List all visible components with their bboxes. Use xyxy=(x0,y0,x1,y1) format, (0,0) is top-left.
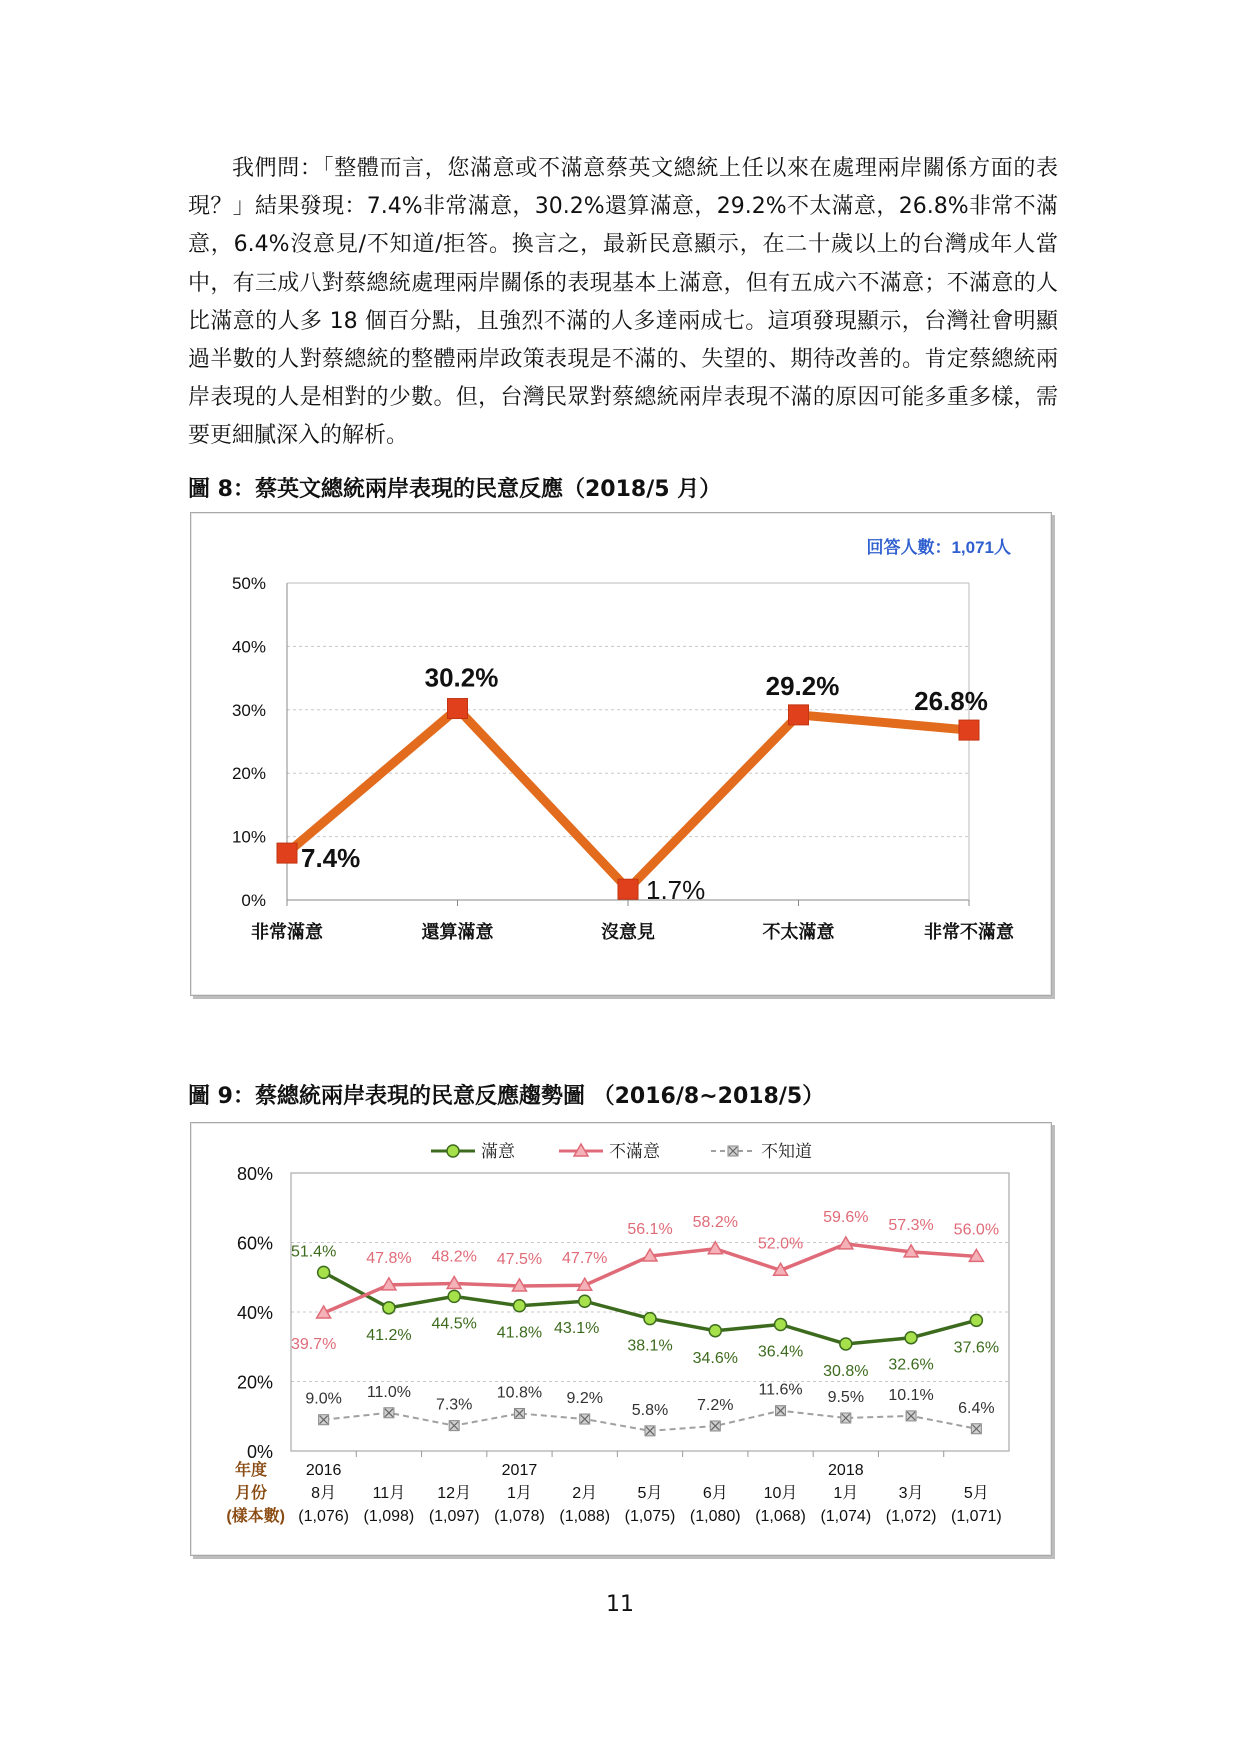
data-label: 51.4% xyxy=(290,1243,337,1261)
month-label: 5月 xyxy=(637,1485,663,1502)
data-label: 6.4% xyxy=(958,1399,995,1417)
y-tick-label: 30% xyxy=(231,700,266,720)
sample-size-label: (1,076) xyxy=(298,1508,349,1525)
series-line xyxy=(287,709,969,890)
data-point-marker xyxy=(318,1266,330,1278)
row-label-year: 年度 xyxy=(234,1462,267,1479)
figure-9-chart xyxy=(190,1122,1052,1556)
row-label-month: 月份 xyxy=(234,1485,267,1502)
y-tick-label: 40% xyxy=(236,1303,273,1323)
data-label: 29.2% xyxy=(765,670,840,701)
data-label: 11.6% xyxy=(758,1381,803,1399)
data-label: 30.2% xyxy=(424,662,499,693)
data-label: 5.8% xyxy=(631,1401,669,1419)
respondents-note: 回答人數：1,071人 xyxy=(866,538,1011,557)
row-label-sample: (樣本數) xyxy=(226,1508,285,1525)
y-tick-label: 60% xyxy=(236,1233,273,1254)
legend-label: 不滿意 xyxy=(609,1142,660,1161)
month-label: 2月 xyxy=(572,1485,598,1502)
data-label: 47.5% xyxy=(496,1250,543,1268)
figure-8-svg xyxy=(191,513,1051,995)
data-label: 26.8% xyxy=(914,686,988,717)
body-paragraph: 我們問：「整體而言，您滿意或不滿意蔡英文總統上任以來在處理兩岸關係方面的表現？」結果發現：7.4%非常滿意，30.2%還算滿意，29.2%不太滿意，26.8%非常不滿意，6.4%沒意見/不知道/拒答。換言之，最新民意顯示，在二十歲以上的台灣成年人當中，有三成八對蔡總統處理兩岸關係的表現基本上滿意，但有五成六不滿意；不滿意的人比滿意的人多 18 個百分點，且強烈不滿的人多達兩成七。這項發現顯示，台灣社會明顯過半數的人對蔡總統的整體兩岸政策表現是不滿的、失望的、期待改善的。肯定蔡總統兩岸表現的人是相對的少數。但，台灣民眾對蔡總統兩岸表現不滿的原因可能多重多樣，需要更細膩深入的解析。 xyxy=(188,156,1058,449)
month-label: 3月 xyxy=(898,1485,924,1502)
y-tick-label: 50% xyxy=(231,574,266,593)
data-label: 36.4% xyxy=(757,1343,804,1361)
data-label: 1.7% xyxy=(646,875,706,906)
month-label: 11月 xyxy=(372,1485,406,1502)
y-tick-label: 20% xyxy=(231,764,266,784)
sample-size-label: (1,080) xyxy=(689,1508,741,1525)
data-label: 10.1% xyxy=(888,1386,934,1404)
data-point-marker xyxy=(618,879,638,899)
data-label: 9.5% xyxy=(827,1388,865,1406)
legend-label: 不知道 xyxy=(761,1142,812,1161)
data-label: 47.7% xyxy=(562,1250,608,1268)
data-point-marker xyxy=(448,1290,460,1302)
sample-size-label: (1,098) xyxy=(363,1508,415,1525)
y-tick-label: 0% xyxy=(241,891,266,910)
data-label: 9.2% xyxy=(566,1390,603,1408)
month-label: 10月 xyxy=(763,1485,798,1502)
y-tick-label: 40% xyxy=(231,637,266,657)
data-point-marker xyxy=(448,699,468,719)
data-label: 59.6% xyxy=(823,1208,869,1226)
data-label: 56.1% xyxy=(627,1221,673,1239)
y-tick-label: 80% xyxy=(236,1164,273,1184)
data-label: 56.0% xyxy=(953,1221,1000,1239)
legend-marker xyxy=(447,1145,459,1157)
sample-size-label: (1,071) xyxy=(951,1508,1002,1525)
data-label: 7.2% xyxy=(697,1396,734,1414)
data-label: 37.6% xyxy=(953,1339,1000,1357)
sample-size-label: (1,072) xyxy=(885,1508,937,1525)
data-label: 43.1% xyxy=(554,1320,600,1338)
year-label: 2017 xyxy=(501,1462,538,1479)
data-point-marker xyxy=(840,1338,852,1350)
figure-9-caption: 圖 9：蔡總統兩岸表現的民意反應趨勢圖 （2016/8~2018/5） xyxy=(188,1084,825,1109)
data-label: 30.8% xyxy=(823,1362,869,1380)
sample-size-label: (1,075) xyxy=(624,1508,676,1525)
data-label: 7.4% xyxy=(301,843,361,874)
sample-size-label: (1,078) xyxy=(494,1508,545,1525)
data-point-marker xyxy=(775,1319,787,1331)
month-label: 12月 xyxy=(437,1485,472,1502)
data-label: 32.6% xyxy=(888,1356,934,1374)
data-label: 39.7% xyxy=(290,1336,337,1354)
legend-label: 滿意 xyxy=(481,1142,515,1161)
data-label: 48.2% xyxy=(431,1248,477,1266)
data-label: 10.8% xyxy=(496,1384,543,1402)
page-number: 11 xyxy=(606,1592,634,1617)
data-label: 41.2% xyxy=(366,1326,412,1344)
data-point-marker xyxy=(644,1313,656,1325)
month-label: 8月 xyxy=(311,1485,337,1502)
month-label: 5月 xyxy=(963,1485,989,1502)
figure-8-caption: 圖 8：蔡英文總統兩岸表現的民意反應（2018/5 月） xyxy=(188,477,722,502)
data-label: 57.3% xyxy=(888,1216,934,1234)
data-point-marker xyxy=(579,1295,591,1307)
data-label: 44.5% xyxy=(431,1315,477,1333)
data-label: 11.0% xyxy=(366,1383,412,1401)
data-point-marker xyxy=(959,720,979,740)
data-label: 7.3% xyxy=(435,1396,473,1414)
x-category-label: 非常不滿意 xyxy=(924,922,1014,942)
month-label: 1月 xyxy=(833,1485,859,1502)
x-category-label: 沒意見 xyxy=(601,922,655,942)
month-label: 6月 xyxy=(702,1485,728,1502)
y-tick-label: 20% xyxy=(236,1372,273,1393)
data-point-marker xyxy=(970,1314,982,1326)
data-label: 34.6% xyxy=(692,1349,738,1367)
data-label: 9.0% xyxy=(305,1390,342,1408)
data-label: 52.0% xyxy=(757,1235,804,1253)
figure-9-svg xyxy=(191,1123,1051,1555)
data-point-marker xyxy=(709,1325,721,1337)
data-label: 47.8% xyxy=(366,1249,412,1267)
sample-size-label: (1,074) xyxy=(820,1508,872,1525)
sample-size-label: (1,097) xyxy=(428,1508,480,1525)
data-label: 38.1% xyxy=(627,1337,673,1355)
y-tick-label: 10% xyxy=(231,827,266,847)
x-category-label: 非常滿意 xyxy=(251,922,323,942)
data-point-marker xyxy=(789,705,809,725)
month-label: 1月 xyxy=(507,1485,532,1502)
data-label: 58.2% xyxy=(692,1213,738,1231)
y-tick-label: 0% xyxy=(246,1442,273,1462)
data-label: 41.8% xyxy=(496,1324,543,1342)
x-category-label: 不太滿意 xyxy=(762,922,835,942)
sample-size-label: (1,068) xyxy=(755,1508,806,1525)
year-label: 2016 xyxy=(305,1462,342,1479)
year-label: 2018 xyxy=(828,1462,864,1479)
x-category-label: 還算滿意 xyxy=(421,922,494,942)
data-point-marker xyxy=(383,1302,395,1314)
data-point-marker xyxy=(905,1332,917,1344)
sample-size-label: (1,088) xyxy=(559,1508,611,1525)
figure-8-chart xyxy=(190,512,1052,996)
data-point-marker xyxy=(277,843,297,863)
data-point-marker xyxy=(513,1300,525,1312)
